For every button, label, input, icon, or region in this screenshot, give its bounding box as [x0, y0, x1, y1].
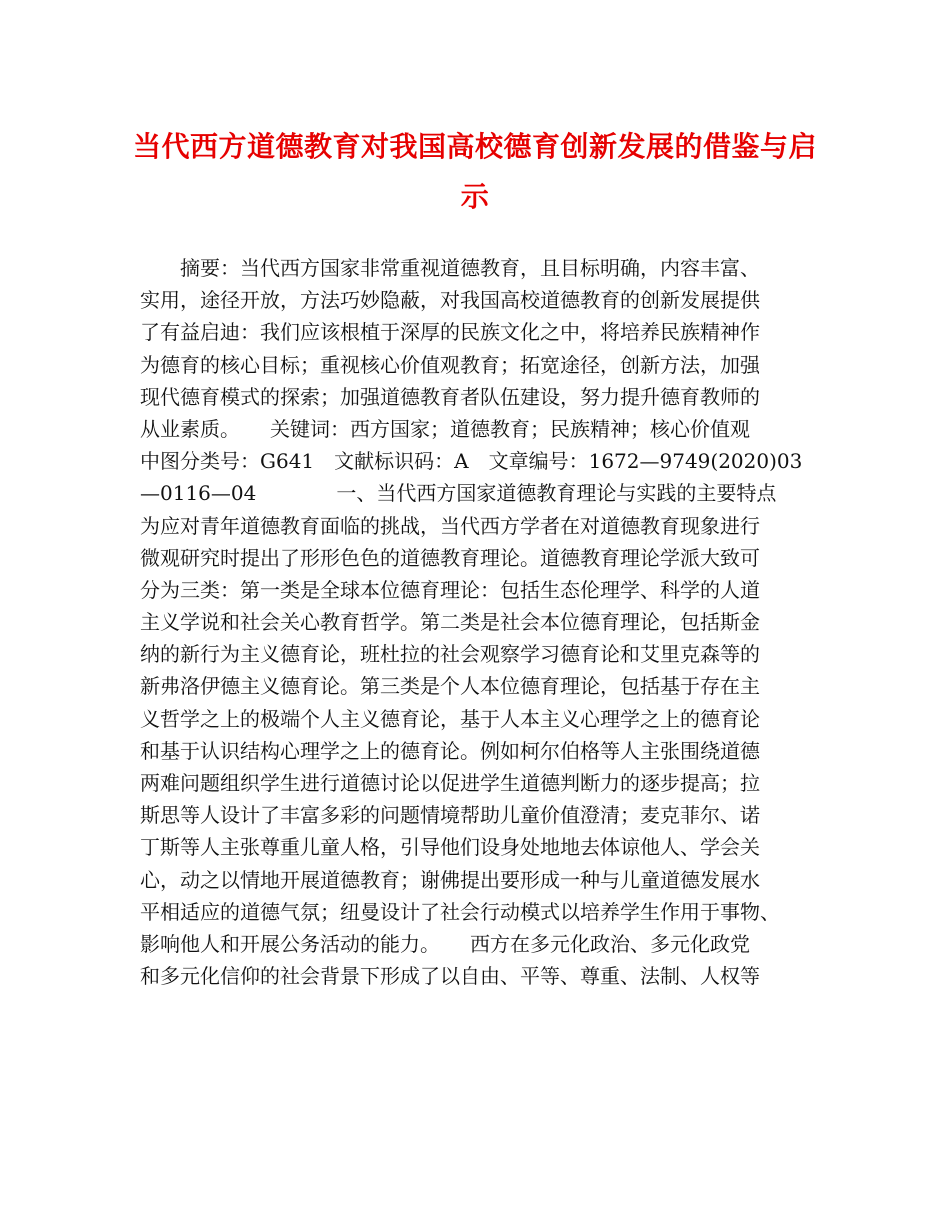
body-line: 分为三类：第一类是全球本位德育理论：包括生态伦理学、科学的人道: [140, 577, 760, 602]
body-line: 丁斯等人主张尊重儿童人格，引导他们设身处地地去体谅他人、学会关: [140, 835, 760, 860]
classification-line: 中图分类号：G641 文献标识码：A 文章编号：1672—9749(2020)03: [140, 449, 803, 474]
abstract-line: 为德育的核心目标；重视核心价值观教育；拓宽途径，创新方法，加强: [140, 352, 760, 377]
body-line: 两难问题组织学生进行道德讨论以促进学生道德判断力的逐步提高；拉: [140, 771, 760, 795]
body-line: 义哲学之上的极端个人主义德育论，基于人本主义心理学之上的德育论: [140, 706, 760, 731]
keywords-line: 从业素质。 关键词：西方国家；道德教育；民族精神；核心价值观: [140, 416, 750, 441]
title-line: 当代西方道德教育对我国高校德育创新发展的借鉴与启: [132, 130, 817, 163]
title-line: 示: [460, 180, 490, 213]
body-line: 微观研究时提出了形形色色的道德教育理论。道德教育理论学派大致可: [140, 545, 760, 570]
body-line: 和多元化信仰的社会背景下形成了以自由、平等、尊重、法制、人权等: [140, 964, 760, 989]
abstract-line: 摘要：当代西方国家非常重视道德教育，且目标明确，内容丰富、: [140, 256, 760, 280]
body-line: 和基于认识结构心理学之上的德育论。例如柯尔伯格等人主张围绕道德: [140, 738, 760, 763]
abstract-line: 了有益启迪：我们应该根植于深厚的民族文化之中，将培养民族精神作: [140, 320, 760, 345]
abstract-line: 现代德育模式的探索；加强道德教育者队伍建设，努力提升德育教师的: [140, 384, 760, 409]
body-line: 心，动之以情地开展道德教育；谢佛提出要形成一种与儿童道德发展水: [140, 867, 760, 892]
section-heading-line: —0116—04 一、当代西方国家道德教育理论与实践的主要特点: [140, 481, 777, 506]
document-title: [120, 122, 830, 222]
body-line: 新弗洛伊德主义德育论。第三类是个人本位德育理论，包括基于存在主: [140, 674, 760, 699]
abstract-line: 实用，途径开放，方法巧妙隐蔽，对我国高校道德教育的创新发展提供: [140, 288, 760, 313]
body-line: 主义学说和社会关心教育哲学。第二类是社会本位德育理论，包括斯金: [140, 610, 760, 635]
body-line: 影响他人和开展公务活动的能力。 西方在多元化政治、多元化政党: [140, 931, 750, 956]
body-line: 为应对青年道德教育面临的挑战，当代西方学者在对道德教育现象进行: [140, 513, 760, 538]
body-line: 平相适应的道德气氛；纽曼设计了社会行动模式以培养学生作用于事物、: [140, 899, 780, 924]
body-line: 斯思等人设计了丰富多彩的问题情境帮助儿童价值澄清；麦克菲尔、诺: [140, 803, 760, 828]
document-body: [140, 252, 840, 992]
body-line: 纳的新行为主义德育论，班杜拉的社会观察学习德育论和艾里克森等的: [140, 642, 760, 667]
